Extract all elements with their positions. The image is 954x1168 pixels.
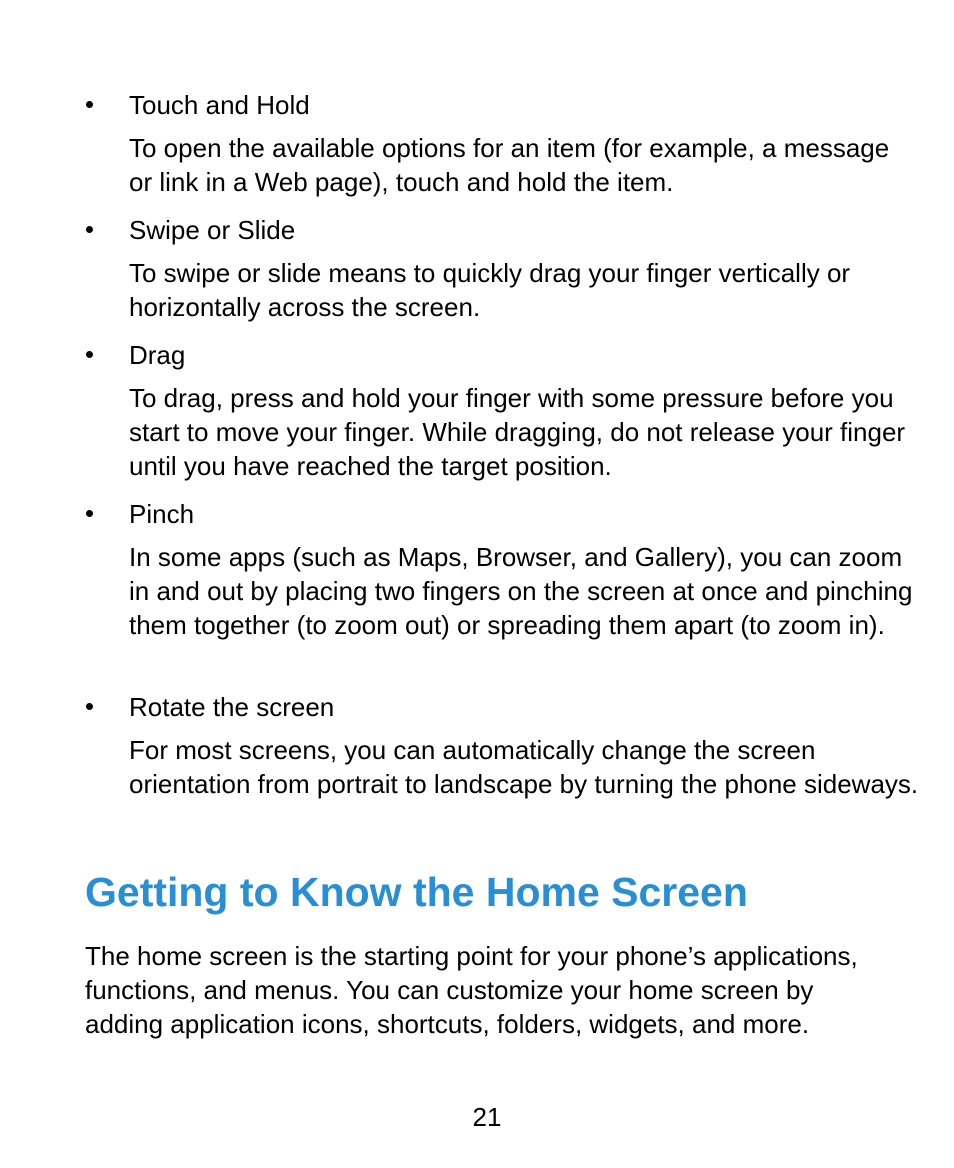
gesture-description: To swipe or slide means to quickly drag your finger vertically or horizontally across the screen. — [129, 258, 851, 322]
gesture-item-drag — [0, 338, 954, 483]
gesture-description: To open the available options for an item (for example, a message or link in a Web page), touch and hold the item. — [129, 133, 890, 197]
gesture-description: For most screens, you can automatically change the screen orientation from portrait to landscape by turning the phone sideways. — [129, 735, 919, 799]
bullet-icon — [86, 226, 93, 233]
section-heading: Getting to Know the Home Screen — [85, 869, 748, 915]
bullet-icon — [86, 510, 93, 517]
gesture-title: Swipe or Slide — [129, 215, 296, 245]
gesture-item-pinch — [0, 497, 954, 642]
gesture-title: Pinch — [129, 499, 195, 529]
page-number: 21 — [472, 1102, 502, 1132]
gesture-description: To drag, press and hold your finger with some pressure before you start to move your finger. While dragging, do not release your finger until you have reached the target position. — [129, 383, 906, 481]
gesture-title: Touch and Hold — [129, 90, 310, 120]
gesture-item-swipe-or-slide — [0, 213, 954, 324]
bullet-line — [0, 690, 954, 724]
gesture-item-touch-and-hold — [0, 88, 954, 199]
bullet-icon — [86, 101, 93, 108]
bullet-line — [0, 88, 954, 122]
bullet-line — [0, 338, 954, 372]
bullet-icon — [86, 703, 93, 710]
bullet-line — [0, 497, 954, 531]
gesture-description: In some apps (such as Maps, Browser, and Gallery), you can zoom in and out by placing two fingers on the screen at once and pinching them together (to zoom out) or spreading them apart (to zoom in). — [129, 542, 913, 640]
gesture-title: Rotate the screen — [129, 692, 335, 722]
gesture-title: Drag — [129, 340, 186, 370]
bullet-line — [0, 213, 954, 247]
gesture-item-rotate-the-screen — [0, 690, 954, 801]
bullet-icon — [86, 351, 93, 358]
section-body: The home screen is the starting point for your phone’s applications, functions, and menus. You can customize your home screen by adding application icons, shortcuts, folders, widgets, and more. — [85, 941, 858, 1039]
